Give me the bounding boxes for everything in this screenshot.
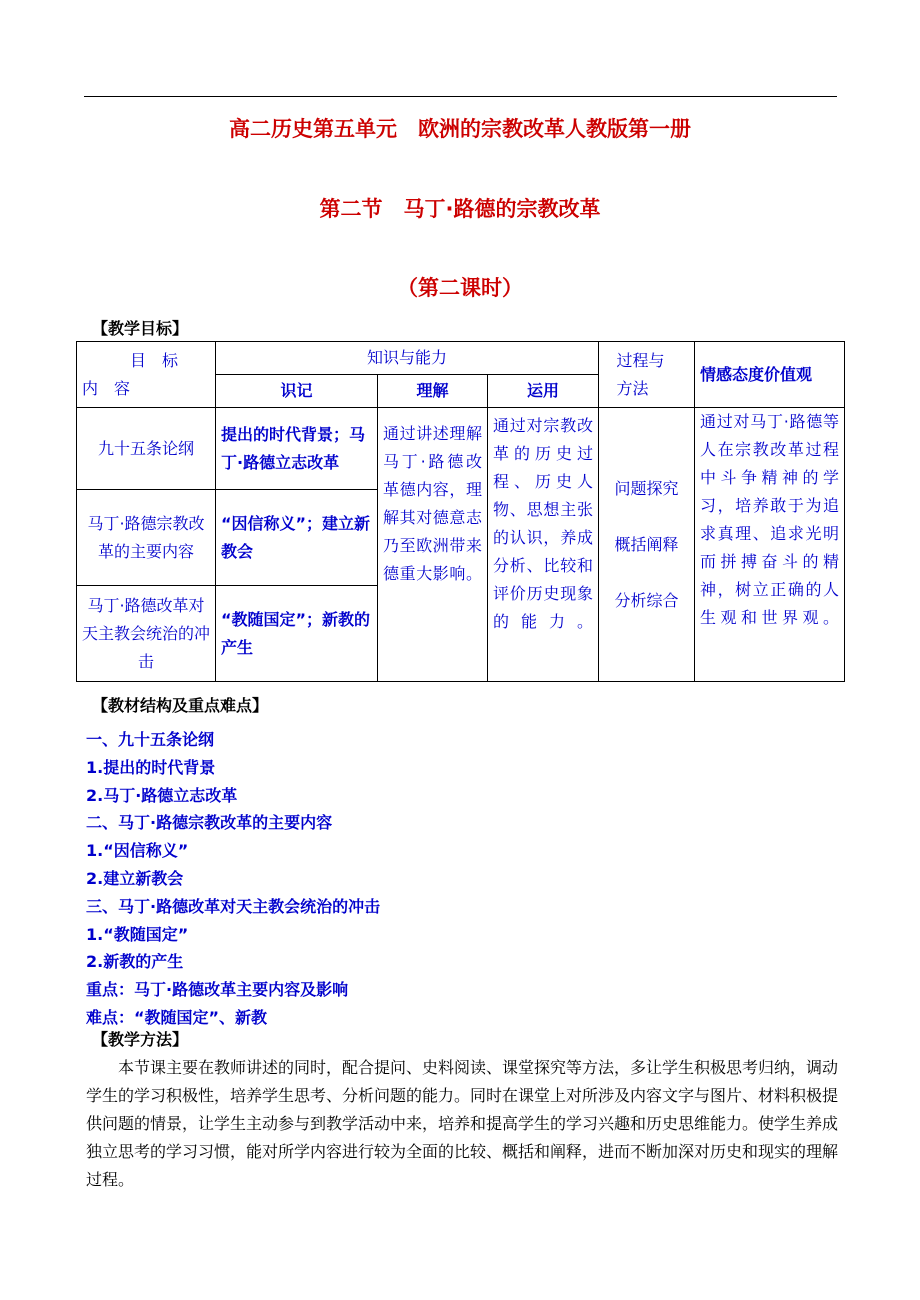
row2-content: 马丁·路德宗教改革的主要内容: [77, 490, 216, 586]
process-item-1: 问题探究: [614, 478, 679, 498]
outline-item: 一、九十五条论纲: [86, 730, 215, 749]
process-item-3: 分析综合: [614, 590, 679, 610]
outline-item: 1.提出的时代背景: [86, 757, 216, 777]
row1-remember: 提出的时代背景；马丁·路德立志改革: [216, 408, 378, 490]
apply-cell: 通过对宗教改革的历史过程、历史人物、思想主张的认识，养成分析、比较和评价历史现象的能力。: [488, 408, 599, 682]
understand-cell: 通过讲述理解马丁·路德改革德内容，理解其对德意志乃至欧洲带来德重大影响。: [378, 408, 488, 682]
header-content: 内 容: [82, 378, 131, 398]
row3-remember: “教随国定”；新教的产生: [216, 586, 378, 682]
outline-item: 三、马丁·路德改革对天主教会统治的冲击: [86, 896, 381, 916]
row1-content: 九十五条论纲: [77, 408, 216, 490]
structure-heading: 【教材结构及重点难点】: [92, 696, 269, 715]
objectives-heading: 【教学目标】: [92, 319, 189, 338]
outline-item: 2.建立新教会: [86, 868, 184, 888]
header-target: 目 标: [130, 350, 179, 370]
lesson-label: （第二课时）: [397, 276, 523, 300]
process-item-2: 概括阐释: [614, 534, 679, 554]
emotion-cell: 通过对马丁·路德等人在宗教改革过程中斗争精神的学习，培养敢于为追求真理、追求光明而拼搏奋斗的精神，树立正确的人生观和世界观。: [695, 408, 845, 682]
outline-item: 2.新教的产生: [86, 952, 184, 972]
process-cell: [599, 408, 695, 682]
header-apply: 运用: [488, 375, 599, 408]
outline-item: 1.“教随国定”: [86, 924, 189, 944]
header-emotion: 情感态度价值观: [695, 342, 845, 408]
row2-remember: “因信称义”；建立新教会: [216, 490, 378, 586]
document-title: 高二历史第五单元 欧洲的宗教改革人教版第一册: [229, 117, 691, 141]
outline-item: 2.马丁·路德立志改革: [86, 785, 238, 805]
header-target-content: [77, 342, 216, 408]
outline-item: 二、马丁·路德宗教改革的主要内容: [86, 813, 333, 833]
key-point: 重点：马丁·路德改革主要内容及影响: [86, 980, 349, 1000]
section-title: 第二节 马丁·路德的宗教改革: [319, 197, 601, 221]
header-remember: 识记: [216, 375, 378, 408]
row3-content: 马丁·路德改革对天主教会统治的冲击: [77, 586, 216, 682]
outline-item: 1.“因信称义”: [86, 841, 189, 861]
header-understand: 理解: [378, 375, 488, 408]
method-heading: 【教学方法】: [92, 1030, 189, 1049]
header-process: 过程与方法: [599, 342, 695, 408]
difficult-point: 难点：“教随国定”、新教: [86, 1007, 268, 1027]
top-rule: [84, 96, 837, 97]
header-knowledge: 知识与能力: [216, 342, 599, 375]
objectives-table: [76, 341, 845, 682]
method-paragraph: 本节课主要在教师讲述的同时，配合提问、史料阅读、课堂探究等方法，多让学生积极思考归纳，调动学生的学习积极性，培养学生思考、分析问题的能力。同时在课堂上对所涉及内容文字与图片、材料积极提供问题的情景，让学生主动参与到教学活动中来，培养和提高学生的学习兴趣和历史思维能力。使学生养成独立思考的学习习惯，能对所学内容进行较为全面的比较、概括和阐释，进而不断加深对历史和现实的理解过程。: [86, 1058, 839, 1189]
structure-outline: [86, 726, 380, 1032]
